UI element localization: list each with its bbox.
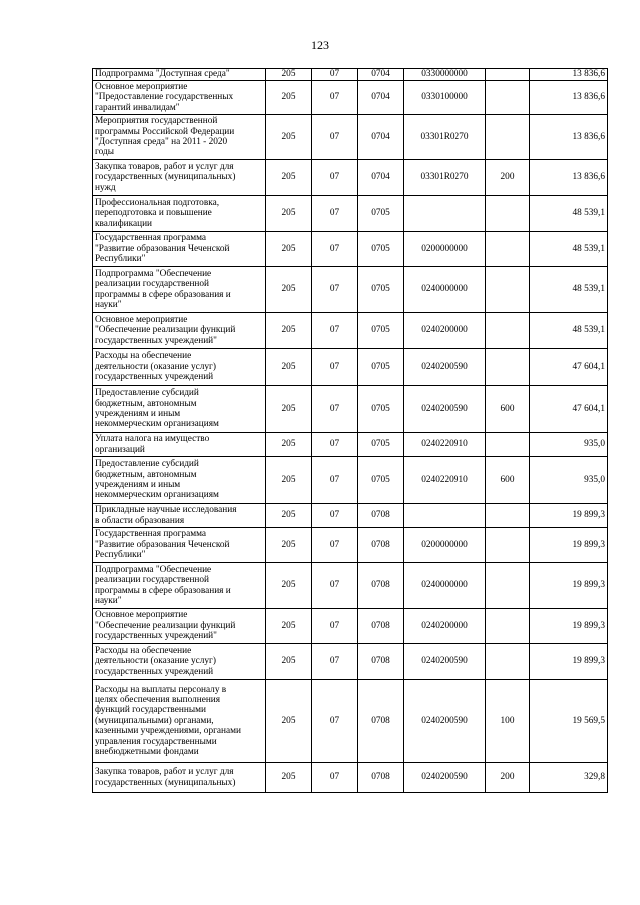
cell-rz: 07 xyxy=(312,349,358,386)
cell-prz: 0705 xyxy=(358,196,404,232)
cell-grbs: 205 xyxy=(266,528,312,563)
row-name-line: Профессиональная подготовка, xyxy=(95,197,220,208)
row-name-line: Республики" xyxy=(95,550,146,561)
row-name xyxy=(93,115,266,160)
row-name-line: учреждениям и иным xyxy=(95,480,181,490)
row-name-line: Уплата налога на имущество xyxy=(95,434,210,445)
cell-grbs: 205 xyxy=(266,433,312,457)
cell-vr xyxy=(486,69,530,81)
table-body xyxy=(93,69,608,793)
cell-sum: 935,0 xyxy=(530,433,608,457)
table-row xyxy=(93,313,608,349)
row-name-line: Расходы на выплаты персоналу в xyxy=(95,684,227,695)
cell-prz: 0704 xyxy=(358,160,404,196)
cell-prz: 0708 xyxy=(358,680,404,763)
row-name-line: деятельности (оказание услуг) xyxy=(95,656,216,667)
row-name-line: "Развитие образования Чеченской xyxy=(95,539,230,550)
cell-rz: 07 xyxy=(312,457,358,504)
row-name-line: Предоставление субсидий xyxy=(95,459,199,470)
cell-csr: 0240200590 xyxy=(404,680,486,763)
row-name-line: Закупка товаров, работ и услуг для xyxy=(95,767,234,778)
row-name xyxy=(93,69,266,81)
table-row xyxy=(93,563,608,609)
row-name-line: организаций xyxy=(95,444,145,455)
cell-csr: 0240000000 xyxy=(404,267,486,313)
cell-vr xyxy=(486,433,530,457)
cell-sum: 48 539,1 xyxy=(530,232,608,267)
cell-rz: 07 xyxy=(312,69,358,81)
cell-rz: 07 xyxy=(312,528,358,563)
cell-csr: 0330000000 xyxy=(404,69,486,81)
cell-vr xyxy=(486,563,530,609)
row-name xyxy=(93,680,266,763)
cell-vr xyxy=(486,504,530,528)
cell-prz: 0705 xyxy=(358,457,404,504)
budget-table xyxy=(92,68,608,793)
cell-sum: 48 539,1 xyxy=(530,313,608,349)
cell-sum: 19 899,3 xyxy=(530,504,608,528)
cell-rz: 07 xyxy=(312,644,358,680)
cell-csr: 0240220910 xyxy=(404,433,486,457)
cell-prz: 0708 xyxy=(358,644,404,680)
page-number: 123 xyxy=(311,38,329,52)
cell-grbs: 205 xyxy=(266,680,312,763)
row-name xyxy=(93,504,266,528)
cell-rz: 07 xyxy=(312,563,358,609)
row-name-line: государственных учреждений" xyxy=(95,631,217,642)
row-name-line: гарантий инвалидам" xyxy=(95,102,180,113)
row-name-line: Закупка товаров, работ и услуг для xyxy=(95,161,234,172)
cell-prz: 0708 xyxy=(358,504,404,528)
cell-grbs: 205 xyxy=(266,763,312,793)
cell-rz: 07 xyxy=(312,504,358,528)
cell-vr xyxy=(486,81,530,115)
cell-csr xyxy=(404,196,486,232)
table-row xyxy=(93,349,608,386)
cell-rz: 07 xyxy=(312,115,358,160)
cell-grbs: 205 xyxy=(266,160,312,196)
cell-vr xyxy=(486,267,530,313)
cell-vr: 200 xyxy=(486,160,530,196)
cell-grbs: 205 xyxy=(266,609,312,644)
cell-grbs: 205 xyxy=(266,196,312,232)
cell-csr: 0240200590 xyxy=(404,349,486,386)
row-name xyxy=(93,196,266,232)
cell-rz: 07 xyxy=(312,81,358,115)
cell-prz: 0708 xyxy=(358,763,404,793)
cell-vr xyxy=(486,115,530,160)
row-name-line: Государственная программа xyxy=(95,529,207,540)
table-row xyxy=(93,196,608,232)
cell-prz: 0705 xyxy=(358,433,404,457)
table-row xyxy=(93,267,608,313)
row-name-line: государственных учреждений xyxy=(95,372,214,383)
cell-grbs: 205 xyxy=(266,563,312,609)
row-name xyxy=(93,644,266,680)
row-name-line: целях обеспечения выполнения xyxy=(95,694,221,705)
cell-prz: 0705 xyxy=(358,386,404,433)
cell-vr: 100 xyxy=(486,680,530,763)
row-name xyxy=(93,267,266,313)
row-name-line: бюджетным, автономным xyxy=(95,469,197,480)
row-name-line: Расходы на обеспечение xyxy=(95,351,192,362)
cell-sum: 935,0 xyxy=(530,457,608,504)
row-name xyxy=(93,609,266,644)
row-name-line: Основное мероприятие xyxy=(95,314,188,325)
row-name-line: бюджетным, автономным xyxy=(95,398,197,409)
row-name xyxy=(93,81,266,115)
row-name-line: науки" xyxy=(95,595,122,606)
cell-csr xyxy=(404,504,486,528)
cell-grbs: 205 xyxy=(266,313,312,349)
cell-csr: 03301R0270 xyxy=(404,115,486,160)
row-name-line: государственных учреждений" xyxy=(95,335,217,346)
cell-prz: 0708 xyxy=(358,563,404,609)
row-name xyxy=(93,433,266,457)
cell-rz: 07 xyxy=(312,196,358,232)
cell-csr: 0200000000 xyxy=(404,528,486,563)
row-name-line: функций государственными xyxy=(95,705,206,716)
table-row xyxy=(93,680,608,763)
row-name-line: "Обеспечение реализации функций xyxy=(95,620,236,631)
row-name-line: учреждениям и иным xyxy=(95,409,181,419)
cell-sum: 48 539,1 xyxy=(530,196,608,232)
row-name-line: программы Российской Федерации xyxy=(95,126,235,137)
cell-prz: 0708 xyxy=(358,609,404,644)
row-name-line: государственных учреждений xyxy=(95,666,214,677)
cell-prz: 0708 xyxy=(358,528,404,563)
cell-csr: 0330100000 xyxy=(404,81,486,115)
cell-vr: 600 xyxy=(486,386,530,433)
cell-prz: 0705 xyxy=(358,267,404,313)
cell-vr: 600 xyxy=(486,457,530,504)
cell-vr: 200 xyxy=(486,763,530,793)
row-name-line: Мероприятия государственной xyxy=(95,116,218,127)
cell-sum: 47 604,1 xyxy=(530,386,608,433)
row-name-line: нужд xyxy=(95,182,116,193)
row-name-line: науки" xyxy=(95,299,122,310)
row-name-line: некоммерческим организациям xyxy=(95,490,219,501)
row-name-line: Предоставление субсидий xyxy=(95,388,199,399)
row-name xyxy=(93,457,266,504)
table-row xyxy=(93,81,608,115)
cell-grbs: 205 xyxy=(266,115,312,160)
cell-vr xyxy=(486,196,530,232)
cell-sum: 48 539,1 xyxy=(530,267,608,313)
cell-rz: 07 xyxy=(312,386,358,433)
cell-sum: 19 569,5 xyxy=(530,680,608,763)
table-row xyxy=(93,433,608,457)
cell-csr: 0240220910 xyxy=(404,457,486,504)
row-name-line: реализации государственной xyxy=(95,575,210,586)
row-name xyxy=(93,528,266,563)
table-row xyxy=(93,609,608,644)
cell-prz: 0704 xyxy=(358,81,404,115)
row-name-line: управления государственными xyxy=(95,736,217,747)
cell-csr: 0240200590 xyxy=(404,763,486,793)
cell-csr: 0200000000 xyxy=(404,232,486,267)
row-name-line: "Доступная среда" на 2011 - 2020 xyxy=(95,137,228,147)
row-name-line: программы в сфере образования и xyxy=(95,289,231,300)
cell-sum: 19 899,3 xyxy=(530,528,608,563)
cell-rz: 07 xyxy=(312,609,358,644)
row-name-line: Подпрограмма "Доступная среда" xyxy=(95,69,230,80)
cell-rz: 07 xyxy=(312,763,358,793)
cell-sum: 13 836,6 xyxy=(530,115,608,160)
row-name-line: реализации государственной xyxy=(95,279,210,290)
row-name-line: Республики" xyxy=(95,254,146,265)
cell-sum: 19 899,3 xyxy=(530,609,608,644)
row-name xyxy=(93,349,266,386)
cell-rz: 07 xyxy=(312,267,358,313)
cell-prz: 0705 xyxy=(358,313,404,349)
row-name xyxy=(93,386,266,433)
cell-sum: 47 604,1 xyxy=(530,349,608,386)
row-name xyxy=(93,232,266,267)
cell-rz: 07 xyxy=(312,433,358,457)
cell-sum: 13 836,6 xyxy=(530,160,608,196)
row-name xyxy=(93,160,266,196)
cell-vr xyxy=(486,644,530,680)
cell-csr: 0240200000 xyxy=(404,313,486,349)
table-row xyxy=(93,504,608,528)
table-row xyxy=(93,160,608,196)
cell-csr: 0240000000 xyxy=(404,563,486,609)
cell-prz: 0704 xyxy=(358,69,404,81)
table-row xyxy=(93,69,608,81)
cell-vr xyxy=(486,232,530,267)
cell-sum: 19 899,3 xyxy=(530,644,608,680)
row-name-line: государственных (муниципальных) xyxy=(95,172,236,183)
row-name-line: Основное мероприятие xyxy=(95,610,188,621)
cell-grbs: 205 xyxy=(266,81,312,115)
row-name-line: "Развитие образования Чеченской xyxy=(95,243,230,254)
row-name-line: квалификации xyxy=(95,218,153,229)
row-name xyxy=(93,563,266,609)
row-name-line: Подпрограмма "Обеспечение xyxy=(95,564,212,575)
cell-grbs: 205 xyxy=(266,69,312,81)
row-name xyxy=(93,313,266,349)
table-row xyxy=(93,644,608,680)
row-name-line: Расходы на обеспечение xyxy=(95,645,192,656)
row-name-line: Государственная программа xyxy=(95,233,207,244)
cell-grbs: 205 xyxy=(266,504,312,528)
cell-grbs: 205 xyxy=(266,386,312,433)
table-row xyxy=(93,232,608,267)
cell-rz: 07 xyxy=(312,232,358,267)
cell-grbs: 205 xyxy=(266,349,312,386)
cell-rz: 07 xyxy=(312,313,358,349)
table-row xyxy=(93,115,608,160)
cell-grbs: 205 xyxy=(266,267,312,313)
table-row xyxy=(93,386,608,433)
cell-csr: 0240200590 xyxy=(404,386,486,433)
cell-prz: 0705 xyxy=(358,349,404,386)
row-name-line: годы xyxy=(95,147,114,158)
row-name-line: "Предоставление государственных xyxy=(95,92,234,103)
cell-csr: 03301R0270 xyxy=(404,160,486,196)
cell-prz: 0704 xyxy=(358,115,404,160)
cell-rz: 07 xyxy=(312,680,358,763)
row-name-line: Подпрограмма "Обеспечение xyxy=(95,268,212,279)
cell-vr xyxy=(486,313,530,349)
table-row xyxy=(93,763,608,793)
cell-vr xyxy=(486,349,530,386)
cell-csr: 0240200000 xyxy=(404,609,486,644)
row-name-line: внебюджетными фондами xyxy=(95,747,199,758)
row-name xyxy=(93,763,266,793)
cell-sum: 329,8 xyxy=(530,763,608,793)
cell-sum: 13 836,6 xyxy=(530,69,608,81)
cell-prz: 0705 xyxy=(358,232,404,267)
row-name-line: государственных (муниципальных) xyxy=(95,777,236,788)
cell-vr xyxy=(486,528,530,563)
cell-vr xyxy=(486,609,530,644)
cell-sum: 19 899,3 xyxy=(530,563,608,609)
row-name-line: (муниципальными) органами, xyxy=(95,715,214,726)
row-name-line: переподготовка и повышение xyxy=(95,208,212,219)
cell-rz: 07 xyxy=(312,160,358,196)
cell-grbs: 205 xyxy=(266,457,312,504)
cell-sum: 13 836,6 xyxy=(530,81,608,115)
table-row xyxy=(93,528,608,563)
row-name-line: некоммерческим организациям xyxy=(95,419,219,430)
row-name-line: деятельности (оказание услуг) xyxy=(95,361,216,372)
cell-csr: 0240200590 xyxy=(404,644,486,680)
cell-grbs: 205 xyxy=(266,644,312,680)
row-name-line: Основное мероприятие xyxy=(95,81,188,92)
table-row xyxy=(93,457,608,504)
row-name-line: в области образования xyxy=(95,515,185,526)
row-name-line: программы в сфере образования и xyxy=(95,585,231,596)
row-name-line: "Обеспечение реализации функций xyxy=(95,325,236,336)
row-name-line: казенными учреждениями, органами xyxy=(95,726,241,737)
row-name-line: Прикладные научные исследования xyxy=(95,505,237,516)
cell-grbs: 205 xyxy=(266,232,312,267)
